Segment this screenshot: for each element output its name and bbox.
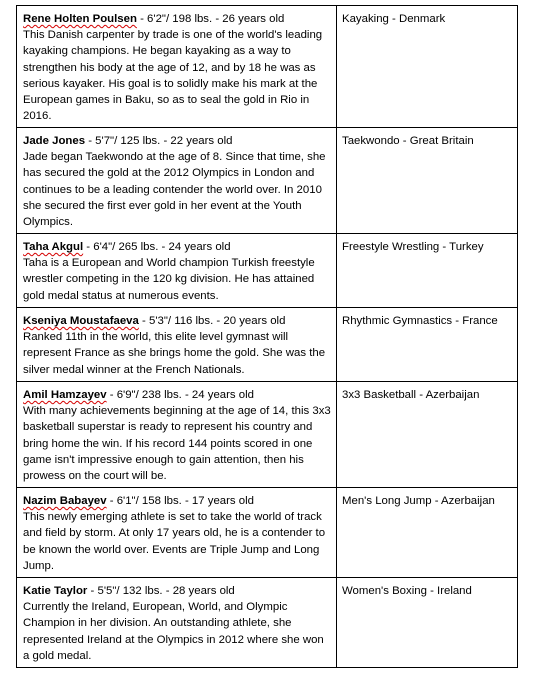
athlete-name: Taha Akgul bbox=[23, 241, 84, 253]
table-row bbox=[17, 128, 518, 234]
athlete-stats: - 6'9"/ 238 lbs. - 24 years old bbox=[106, 389, 254, 401]
athlete-name: Nazim Babayev bbox=[23, 495, 107, 507]
athlete-stats: - 5'7"/ 125 lbs. - 22 years old bbox=[85, 135, 233, 147]
athlete-description: Currently the Ireland, European, World, and Olympic Champion in her division. An outstanding athlete, she represented Ireland at the Olympics in 2012 where she won a gold medal. bbox=[23, 601, 324, 662]
athlete-description: Taha is a European and World champion Turkish freestyle wrestler competing in the 120 kg division. He has attained gold medal status at numerous events. bbox=[23, 257, 315, 302]
athlete-bio-cell bbox=[17, 128, 337, 234]
athlete-description: With many achievements beginning at the age of 14, this 3x3 basketball superstar is ready to represent his country and bring home the win. If his record 144 points scored in one game isn't impressive enough to gain attention, then his prowess on the court will be. bbox=[23, 405, 331, 483]
athlete-description: This newly emerging athlete is set to take the world of track and field by storm. At only 17 years old, he is a contender to be known the world over. Events are Triple Jump and Long Jump. bbox=[23, 511, 326, 572]
table-row bbox=[17, 578, 518, 668]
table-row bbox=[17, 308, 518, 382]
athlete-bio-cell bbox=[17, 488, 337, 578]
athlete-table bbox=[16, 5, 518, 668]
table-row bbox=[17, 382, 518, 488]
athlete-name: Rene Holten Poulsen bbox=[23, 13, 137, 25]
athlete-event: Rhythmic Gymnastics - France bbox=[337, 308, 518, 382]
table-row bbox=[17, 6, 518, 128]
athlete-event: Women's Boxing - Ireland bbox=[337, 578, 518, 668]
athlete-event: 3x3 Basketball - Azerbaijan bbox=[337, 382, 518, 488]
athlete-stats: - 6'4"/ 265 lbs. - 24 years old bbox=[83, 241, 231, 253]
athlete-stats: - 5'3"/ 116 lbs. - 20 years old bbox=[138, 315, 286, 327]
athlete-stats: - 6'2"/ 198 lbs. - 26 years old bbox=[136, 13, 285, 25]
athlete-bio-cell bbox=[17, 308, 337, 382]
athlete-event: Freestyle Wrestling - Turkey bbox=[337, 234, 518, 308]
table-row bbox=[17, 234, 518, 308]
table-row bbox=[17, 488, 518, 578]
athlete-name: Amil Hamzayev bbox=[23, 389, 107, 401]
athlete-name: Katie Taylor bbox=[23, 585, 88, 597]
athlete-event: Men's Long Jump - Azerbaijan bbox=[337, 488, 518, 578]
athlete-stats: - 6'1"/ 158 lbs. - 17 years old bbox=[106, 495, 254, 507]
athlete-bio-cell bbox=[17, 578, 337, 668]
athlete-name: Kseniya Moustafaeva bbox=[23, 315, 139, 327]
athlete-event: Taekwondo - Great Britain bbox=[337, 128, 518, 234]
athlete-bio-cell bbox=[17, 234, 337, 308]
athlete-description: This Danish carpenter by trade is one of the world's leading kayaking champions. He began kayaking as a way to strengthen his body at the age of 12, and by 18 he was as serious kayaker. His goal is to solidly make his mark at the European games in Baku, so as to seal the gold in Rio in 2016. bbox=[23, 29, 323, 123]
athlete-name: Jade Jones bbox=[23, 135, 86, 147]
athlete-stats: - 5'5"/ 132 lbs. - 28 years old bbox=[87, 585, 235, 597]
athlete-bio-cell bbox=[17, 382, 337, 488]
athlete-bio-cell bbox=[17, 6, 337, 128]
athlete-description: Ranked 11th in the world, this elite level gymnast will represent France as she brings home the gold. She was the silver medal winner at the French Nationals. bbox=[23, 331, 326, 376]
athlete-event: Kayaking - Denmark bbox=[337, 6, 518, 128]
athlete-description: Jade began Taekwondo at the age of 8. Since that time, she has secured the gold at the 2012 Olympics in London and continues to be a leading contender the world over. In 2010 she secured the first ever gold in her event at the Youth Olympics. bbox=[23, 151, 326, 229]
